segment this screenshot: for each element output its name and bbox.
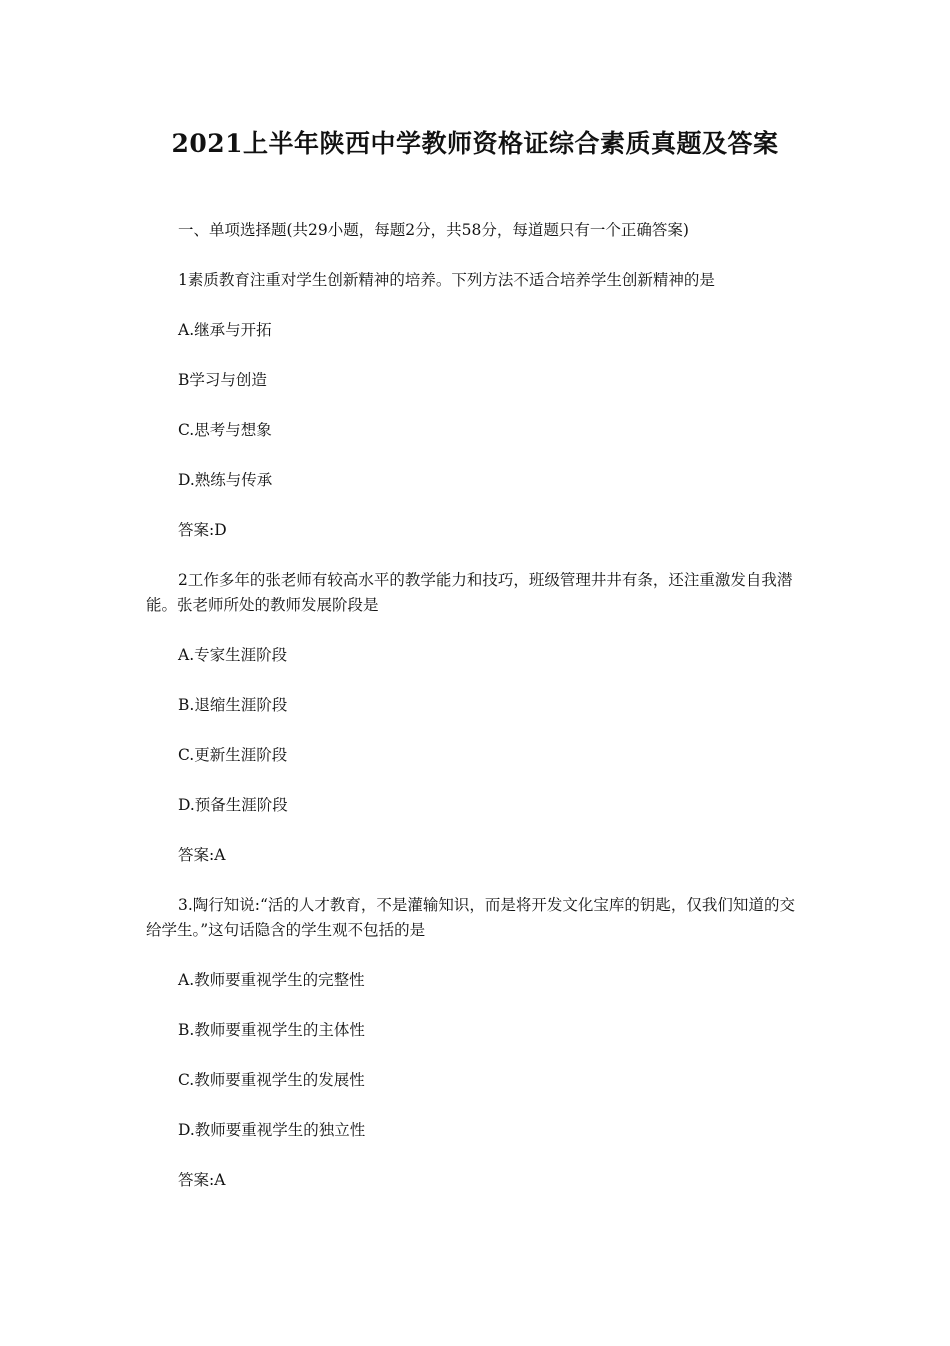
question-2-stem: 2工作多年的张老师有较高水平的教学能力和技巧，班级管理井井有条，还注重激发自我潜能。张老师所处的教师发展阶段是 — [146, 571, 793, 614]
question-3-answer: 答案:A — [178, 1171, 226, 1189]
question-3-option-b: B.教师要重视学生的主体性 — [178, 1021, 365, 1039]
question-1-stem: 1素质教育注重对学生创新精神的培养。下列方法不适合培养学生创新精神的是 — [178, 271, 715, 289]
question-2-option-b: B.退缩生涯阶段 — [178, 696, 288, 714]
question-2-option-a: A.专家生涯阶段 — [178, 646, 288, 664]
document-title: 2021上半年陕西中学教师资格证综合素质真题及答案 — [171, 129, 779, 158]
question-1-option-c: C.思考与想象 — [178, 421, 272, 439]
question-2-option-d: D.预备生涯阶段 — [178, 796, 288, 814]
question-1-option-a: A.继承与开拓 — [178, 321, 272, 339]
question-3-option-a: A.教师要重视学生的完整性 — [178, 971, 365, 989]
question-3-option-d: D.教师要重视学生的独立性 — [178, 1121, 366, 1139]
section-heading: 一、单项选择题(共29小题，每题2分，共58分，每道题只有一个正确答案) — [178, 221, 689, 239]
question-3-stem: 3.陶行知说:“活的人才教育，不是灌输知识，而是将开发文化宝库的钥匙，仅我们知道的交给学生。”这句话隐含的学生观不包括的是 — [146, 896, 795, 939]
question-3-option-c: C.教师要重视学生的发展性 — [178, 1071, 365, 1089]
question-2-answer: 答案:A — [178, 846, 226, 864]
question-2-option-c: C.更新生涯阶段 — [178, 746, 288, 764]
question-1-option-d: D.熟练与传承 — [178, 471, 273, 489]
question-1-answer: 答案:D — [178, 521, 227, 539]
question-1-option-b: B学习与创造 — [178, 371, 267, 389]
